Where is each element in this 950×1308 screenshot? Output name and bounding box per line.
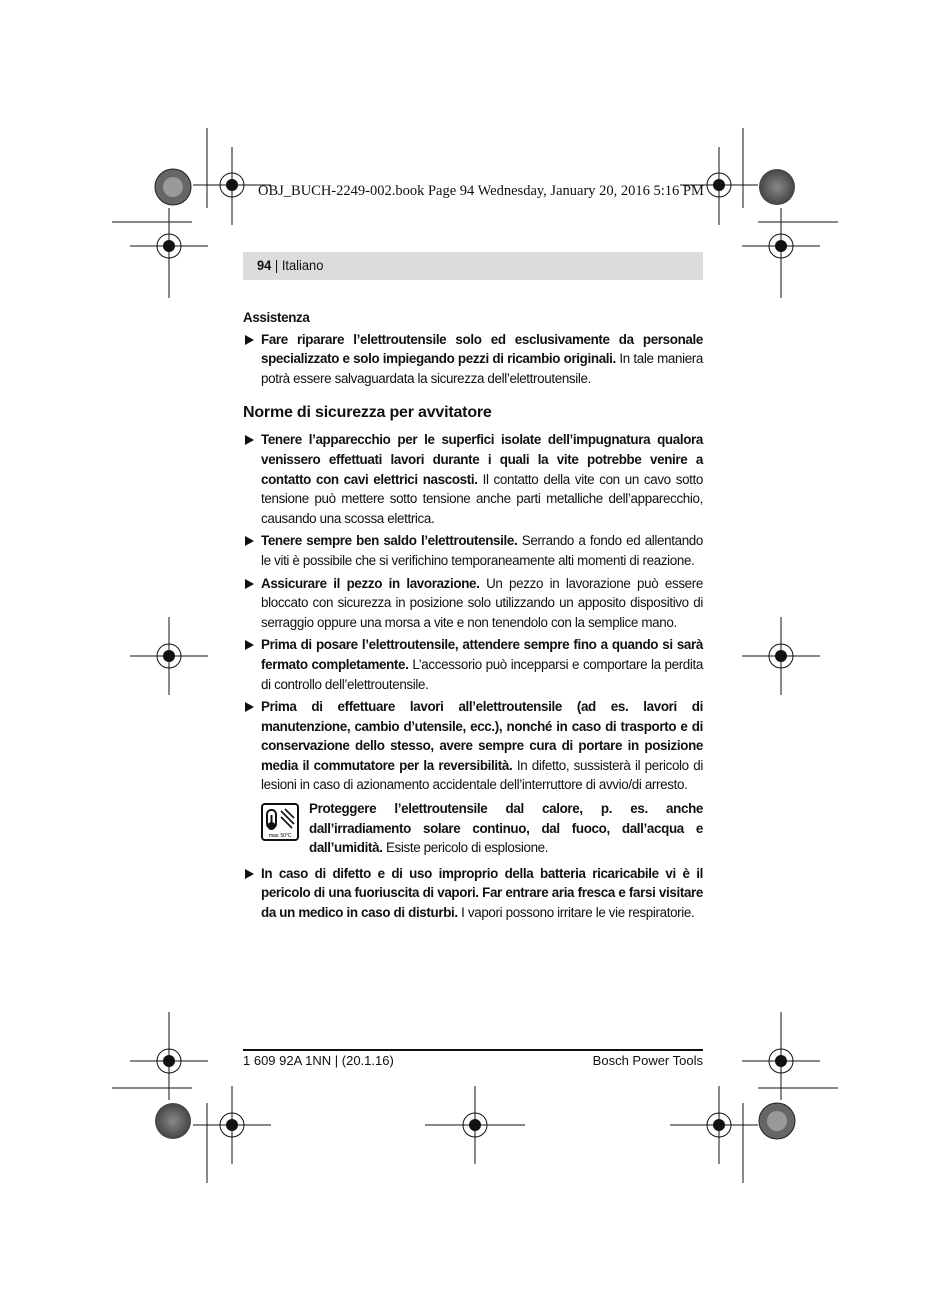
item-text: Un pezzo in lavorazione può essere bloccato con sicurezza in posizione solo utilizzando un apposito dispositivo di serraggio oppure una morsa a vite e non tenendolo con la semplice mano.: [261, 575, 703, 630]
item-bold-text: Proteggere l’elettroutensile dal calore, p. es. anche dall’irradiamento solare continuo, dal fuoco, dall’acqua e dall’umidità.: [309, 801, 703, 856]
registration-mark-icon: [670, 1086, 758, 1164]
gray-patch-icon: [155, 1103, 191, 1139]
bullet-triangle-icon: [245, 869, 254, 879]
bullet-triangle-icon: [245, 579, 254, 589]
starburst-mark-icon: [759, 1103, 795, 1139]
registration-mark-icon: [130, 617, 208, 695]
item-text: L’accessorio può incepparsi e comportare la perdita di controllo dell’elettroutensile.: [261, 656, 703, 692]
item-text: Esiste pericolo di esplosione.: [382, 840, 549, 856]
item-text: In tale maniera potrà essere salvaguardata la sicurezza dell’elettroutensile.: [261, 351, 704, 386]
page-content: [243, 306, 703, 926]
bullet-triangle-icon: [245, 702, 254, 712]
list-item: [243, 330, 703, 389]
bullet-triangle-icon: [245, 640, 254, 650]
heat-protection-icon: [261, 803, 299, 841]
list-item: [243, 574, 703, 633]
heat-warning-note: [243, 799, 703, 858]
item-bold-text: Tenere sempre ben saldo l’elettroutensile.: [261, 533, 518, 549]
list-item: [243, 697, 703, 795]
bullet-triangle-icon: [245, 536, 254, 546]
heading-assistenza: Assistenza: [243, 310, 310, 325]
registration-mark-icon: [742, 1012, 820, 1100]
page-number: 94: [257, 257, 272, 273]
footer-brand: Bosch Power Tools: [592, 1053, 703, 1068]
item-text: Il contatto della vite con un cavo sotto tensione può mettere sotto tensione anche parti metalliche dell’apparecchio, causando una scossa elettrica.: [261, 471, 704, 526]
footer-document-code: 1 609 92A 1NN | (20.1.16): [243, 1053, 394, 1068]
header-language: Italiano: [281, 257, 324, 273]
item-bold-text: Fare riparare l’elettroutensile solo ed esclusivamente da personale specializzato e solo impiegando pezzi di ricambio originali.: [261, 331, 703, 367]
print-slug-line: OBJ_BUCH-2249-002.book Page 94 Wednesday, January 20, 2016 5:16 PM: [258, 183, 704, 199]
section-title: Norme di sicurezza per avvitatore: [243, 404, 492, 422]
item-bold-text: Tenere l’apparecchio per le superfici isolate dell’impugnatura qualora venissero effettuati lavori durante i quali la vite potrebbe venire a contatto con cavi elettrici nascosti.: [261, 432, 703, 487]
item-bold-text: In caso di difetto e di uso improprio della batteria ricaricabile vi è il pericolo di una fuoriuscita di vapori. Far entrare aria fresca e farsi visitare da un medico in caso di disturbi.: [261, 865, 703, 921]
registration-mark-icon: [425, 1086, 525, 1164]
item-text: In difetto, sussisterà il pericolo di lesioni in caso di azionamento accidentale dell’interruttore di avvio/di arresto.: [261, 757, 703, 793]
item-bold-text: Assicurare il pezzo in lavorazione.: [261, 575, 480, 591]
icon-caption: max. 50°C: [268, 833, 292, 840]
item-bold-text: Prima di posare l’elettroutensile, attendere sempre fino a quando si sarà fermato completamente.: [261, 637, 703, 672]
page-header: [243, 252, 703, 280]
list-item: [243, 864, 703, 923]
registration-mark-icon: [193, 1086, 271, 1164]
item-text: I vapori possono irritare le vie respiratorie.: [457, 905, 695, 921]
item-text: Serrando a fondo ed allentando le viti è possibile che si verifichino temporaneamente alti momenti di reazione.: [261, 533, 703, 568]
list-item: [243, 430, 703, 528]
starburst-mark-icon: [155, 169, 191, 205]
registration-mark-icon: [130, 1012, 208, 1100]
header-text: [257, 257, 323, 273]
list-item: [243, 635, 703, 694]
header-separator: |: [271, 257, 282, 273]
item-bold-text: Prima di effettuare lavori all’elettroutensile (ad es. lavori di manutenzione, cambio d’utensile, ecc.), nonché in caso di trasporto e di conservazione dello stesso, avere sempre cura di portare in posizione media il commutatore per la reversibilità.: [261, 699, 703, 773]
footer-divider: [243, 1049, 703, 1051]
registration-mark-icon: [742, 617, 820, 695]
bullet-triangle-icon: [245, 335, 254, 345]
list-item: [243, 531, 703, 570]
bullet-triangle-icon: [245, 435, 254, 445]
gray-patch-icon: [759, 169, 795, 205]
